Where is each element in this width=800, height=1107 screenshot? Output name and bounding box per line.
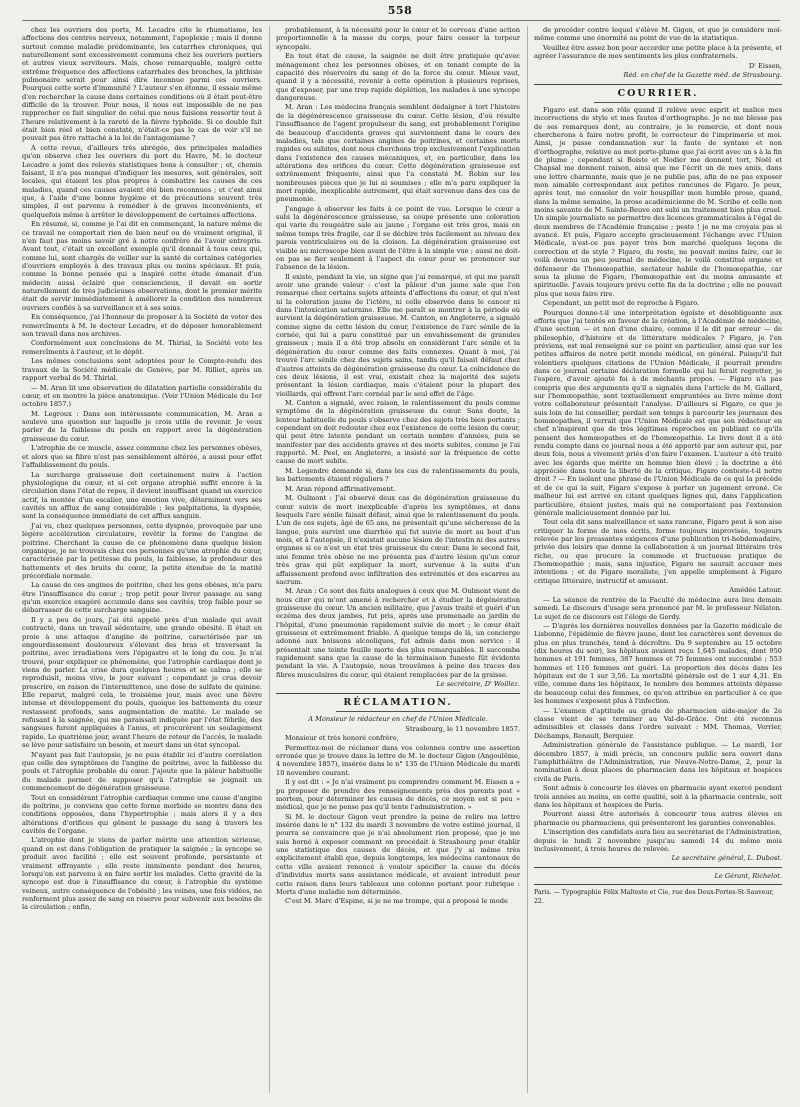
- paragraph: Si M. le docteur Gigon veut prendre la peine de relire ma lettre insérée dans le n° 132 du mardi 3 novembre de votre estimé journal, il pourra se convaincre que je n'ai absolument rien proposé, que je me suis borné à exposer comment on procédait à Strasbourg pour établir une statistique des causes de décès, et que j'y ai même très explicitement établi que, depuis longtemps, les médecins cantonaux de cette ville avaient renoncé à vouloir spécifier la cause du décès d'individus morts sans assistance médicale, et avaient introduit pour cette raison dans leurs tableaux une colonne portant pour rubrique : Morts d'une maladie non déterminée.: [276, 812, 520, 896]
- paragraph: Monsieur et très honoré confrère,: [285, 734, 399, 743]
- paragraph: A cette revue, d'ailleurs très abrégée, des principales maladies qu'on observe chez les ouvriers du port du Havre, M. le docteur Lecadre a joint des relevés statistiques bons à consulter ; et, chemin faisant, il n'a pas manqué d'indiquer les mesures, soit générales, soit locales, qui étaient les plus propres à combattre les causes de ces maladies, quand ces causes avaient été bien reconnues ; et c'est ainsi que, à l'aide d'une bonne hygiène et de précautions souvent très simples, il est parvenu à remédier à de graves inconvénients, et quelquefois même à arrêter le développement de certaines affections.: [22, 144, 262, 219]
- paragraph: La cause de ces angines de poitrine, chez les gens obèses, m'a paru être l'insuffisance du cœur ; trop petit pour livrer passage au sang qu'un exercice exagéré accumule dans ses cavités, trop faible pour se débarrasser de cette surcharge sanguine.: [22, 581, 262, 615]
- page-number: 558: [387, 4, 413, 17]
- paragraph: C'est M. Marc d'Espine, si je ne me trompe, qui a proposé le mode: [285, 897, 508, 906]
- paragraph: L'inscription des candidats aura lieu au secrétariat de l'Administration, depuis le lundi 2 novembre jusqu'au samedi 14 du même mois inclusivement, à trois heures de relevée.: [534, 828, 782, 853]
- column-rule-2: [527, 26, 528, 1093]
- manager-signature: Le Gérant, Richelot.: [714, 871, 782, 880]
- paragraph: J'engage à observer les faits à ce point de vue. Lorsque le cœur a subi la dégénérescence graisseuse, sa coupe présente une coloration qui varie du rougeâtre sale au jaune ; l'organe est très gros, mais en même temps très fragile, car il se déchire très facilement au niveau des parois ventriculaires ou de la cloison. La dégénération graisseuse est visible au microscope bien avant de l'être à la simple vue ; aussi ne doit-on pas se fier seulement à l'aspect du cœur pour se prononcer sur l'absence de la lésion.: [276, 204, 520, 272]
- paragraph: Tout cela dit sans malveillance et sans rancune, Figaro peut à son aise critiquer la forme de mes écrits, forme toujours improvisée, toujours relevée par les pressantes exigences d'une publication tri-hebdomadaire, privée des loisirs que donne la collaboration à un journal littéraire très riche, ou que procure la commode et fructueuse pratique de l'homœopathie ; mais, sans injustice, Figaro ne saurait accuser mes intentions ; et de Figaro moraliste, j'en appelle simplement à Figaro critique littéraire, instructif et amusant.: [534, 518, 782, 585]
- paragraph: M. Aran : Ce sont des faits analogues à ceux que M. Oulmont vient de nous citer qui m'ont amené à rechercher et à étudier la dégénération graisseuse du cœur. Un ancien militaire, que j'avais traité et guéri d'un eczéma des deux jambes, fut pris, après une promenade au jardin de l'hôpital, d'une pneumonie rapidement suivie de mort ; le cœur était graisseux et extrêmement friable. A quelque temps de là, un concierge adonné aux boissons alcooliques, fut admis dans mon service : il présentait une teinte feuille morte des plus remarquables. Il succomba rapidement sans que la cause de la terminaison funeste fût évidente pendant la vie. A l'autopsie, nous trouvâmes à peine des traces des fibres musculaires du cœur, qui étaient remplacées par de la graisse.: [276, 587, 520, 679]
- footer-divider: [534, 867, 782, 868]
- paragraph: M. Legroux : Dans son intéressante communication, M. Aran a soulevé une question sur laquelle je crois utile de revenir. Je veux parler de la faiblesse du pouls en rapport avec la dégénération graisseuse du cœur.: [22, 409, 262, 443]
- paragraph: Figaro est dans son rôle quand il relève avec esprit et malice mes incorrections de style et mes fautes d'orthographe. Je ne me blesse pas de ses remarques dont, au contraire, je le remercie, et dont nous chercherons à faire notre profit, le correcteur de l'imprimerie et moi. Ainsi, je passe condamnation sur la faute de syntaxe et non d'orthographe, relative au mot porte-plume que j'ai écrit avec un s à la fin de plume ; cependant si Boiste et Nodier me donnent tort, Noël et Chapsal me donnent raison, ainsi que me l'écrit un de mes amis, dans une lettre charmante, mais que je ne publie pas, afin de ne pas exposer mon aimable correspondant aux petites rancunes de Figaro. Je peux, après tout, me consoler de voir houspiller mon humble prose, quand, dans la même semaine, la prose académicienne de M. Scribe et celle non moins savante de M. Sainte-Beuve ont subi un traitement bien plus cruel. Un simple journaliste se permettre des licences grammaticales à l'égal de deux membres de l'Académie française ; peste ! je ne me croyais pas si avancé. Et puis, Figaro accepte gracieusement l'échange avec l'Union Médicale, n'est-ce pas payer très bon marché quelques leçons de correction et de style ? Figaro, du reste, ne pouvait moins faire, car le voilà devenu un peu journal de médecine, le voilà constitué organe et défenseur de l'homœopathie, sectateur habile de l'homœopathie, car sous la plume de Figaro, l'homœopathie est du moins amusante et spirituelle. J'avais toujours prévu cette fin de la doctrine ; elle ne pouvait plus que nous faire rire.: [534, 105, 782, 298]
- paragraph: En résumé, si, comme je l'ai dit en commençant, la nature même de ce travail ne comportait rien de bien neuf ou de vraiment original, il n'en faut pas moins savoir gré à notre confrère de l'avoir entrepris. Avant tout, c'était un excellent exemple qu'il donnait à tous ceux qui, comme lui, sont chargés de veiller sur la santé de certaines catégories d'ouvriers employés à des travaux plus ou moins spéciaux. Et puis, comme la bonne pensée qui a inspiré cette étude émanait d'un médecin aussi éclairé que consciencieux, il devait en sortir naturellement de très judicieuses observations, dont le premier mérite était de servir immédiatement à améliorer la condition des nombreux ouvriers confiés à sa surveillance et à ses soins.: [22, 220, 262, 312]
- paragraph: — L'examen d'aptitude au grade de pharmacien aide-major de 2e classe vient de se terminer au Val-de-Grâce. Ont été reconnus admissibles et classés dans l'ordre suivant : MM. Thomas, Verrier, Déchamps, Renault, Berquier.: [534, 706, 782, 740]
- general-secretary-signature: Le secrétaire général, L. Dubost.: [671, 854, 782, 863]
- paragraph: M. Legendre demande si, dans les cas de ralentissements du pouls, les battements étaient réguliers ?: [276, 467, 520, 484]
- section-title-courrier: COURRIER.: [617, 87, 699, 99]
- paragraph: Il y est dit : « Je n'ai vraiment pu comprendre comment M. Eissen a » pu proposer de prendre des renseignements près des parents post » mortem, pour déterminer les causes de décès, ce moyen est si peu » médical, que je ne pense pas qu'il tente l'administration. »: [276, 778, 520, 812]
- paragraph: La surcharge graisseuse doit certainement nuire à l'action physiologique du cœur, et si cet organe atrophié suffit encore à la circulation dans l'état de repos, il devient insuffisant quand un exercice actif, la montée d'un escalier, une émotion vive, déterminent vers ses cavités un afflux de sang considérable ; les palpitations, la dyspnée, sont la conséquence immédiate de cet afflux sanguin.: [22, 470, 262, 521]
- paragraph: Pourront aussi être autorisés à concourir tous autres élèves en pharmacie ou pharmaciens, qui présenteront les garanties convenables.: [534, 810, 782, 827]
- column-3: [534, 26, 782, 1093]
- paragraph: de procéder contre lequel s'élève M. Gigon, et que je considère moi-même comme une énormité au point de vue de la statistique.: [534, 26, 782, 43]
- paragraph: Les mêmes conclusions sont adoptées pour le Compte-rendu des travaux de la Société médicale de Genève, par M. Rilliet, après un rapport verbal de M. Thirial.: [22, 357, 262, 383]
- column-rule-1: [269, 26, 270, 1093]
- section-title-reclamation: RÉCLAMATION.: [343, 696, 453, 708]
- paragraph: — M. Aran lit une observation de dilatation partielle considérable du cœur, et en montre la pièce anatomique. (Voir l'Union Médicale du 1er octobre 1857.): [22, 383, 262, 409]
- paragraph: M. Aran : Les médecins français semblent dédaigner à tort l'histoire de la dégénérescence graisseuse du cœur. Cette lésion, d'où résulte l'insuffisance de l'agent propulseur du sang, est probablement l'origine de beaucoup d'accidents graves qui surviennent dans le cours des maladies, tels que certaines angines de poitrines, et certaines morts rapides ou subites, dont nous cherchons trop exclusivement l'explication dans l'existence des causes mécaniques, et, en particulier, dans les altérations des orifices du cœur. Cette dégénération graisseuse est extrêmement fréquente, ainsi que l'a constaté M. Robin sur les nombreuses pièces que je lui ai soumises ; elle m'a paru expliquer la mort rapide, inexplicable autrement, qui était survenue dans des cas de pneumonie.: [276, 103, 520, 204]
- column-1: [22, 26, 262, 1093]
- footer-divider: [534, 884, 782, 885]
- paragraph: Pourquoi donne-t-il une interprétation égoïste et désobligeante aux efforts que j'ai tentés en faveur de la création, à l'Académie de médecine, d'une section — et non d'une chaire, comme il le dit par erreur — de philosophie, d'histoire et de littérature médicales ? Figaro, je l'en préviens, est mal renseigné sur ce point en particulier, ainsi que sur les petites affaires de notre petit monde médical, en général. Puisqu'il fait volontiers quelques citations de l'Union Médicale, il pourrait prendre dans ce journal certaine déclaration formelle qui lui ferait regretter, je l'espère, d'avoir ajouté foi à de méchants propos. — Figaro n'a pas compris que des arguments qu'il a signalés dans l'article de M. Gallard, sur l'homœopathie, sont textuellement empruntées au livre même dont votre collaborateur présentait l'analyse. D'ailleurs si Figaro, ce que je suis loin de lui conseiller, perdait son temps à parcourir les journaux des homœopathes, il verrait que l'Union Médicale est que son rédacteur en chef n'inspirent que de très légitimes reproches en publiant ce qu'ils pensent des homœopathes et de l'homœopathie. Le livre dont il a été rendu compte dans ce journal nous a été apporté par son auteur qui, par deux fois, nous a vivement priés d'en faire l'examen. L'auteur a été traité avec les égards que mérite un homme bien élevé ; la doctrine a été appréciée dans toute la liberté de la critique. Figaro conteste-t-il notre droit ? — En isolant une phrase de l'Union Médicale de ce qui la précède et de ce qui la suit, Figaro s'expose à porter un jugement erroné. Ce malheur lui est arrivé en citant quelques lignes qui, dans l'application particulière, étaient justes, mais qui ne comportaient pas l'extension générale malicieusement donnée par lui.: [534, 308, 782, 517]
- printer-imprint: Paris. — Typographie Félix Malteste et Cie, rue des Deux-Portes-St-Sauveur, 22.: [534, 889, 774, 905]
- paragraph: J'ai vu, chez quelques personnes, cette dyspnée, provoquée par une légère accélération circulatoire, revêtir la forme de l'angine de poitrine. Cherchant la cause de ce phénomène dans quelque lésion organique, je ne trouvais chez ces personnes qu'une atrophie du cœur, caractérisée par la petitesse du pouls, la faiblesse, la profondeur des battements et des bruits du cœur, la petite étendue de la matité précordiale normale.: [22, 521, 262, 580]
- title-underline: [594, 102, 722, 103]
- paragraph: Veuillez être assez bon pour accorder une petite place à la présente, et agréer l'assurance de mes sentiments les plus confraternels.: [534, 43, 782, 61]
- paragraph: L'atrophie de ce muscle, assez commune chez les personnes obèses, et alors que sa fibre n'est pas sensiblement altérée, a aussi pour effet l'affaiblissement du pouls.: [22, 444, 262, 470]
- section-divider: [534, 84, 782, 85]
- title-underline: [336, 711, 460, 712]
- paragraph: Il y a peu de jours, j'ai été appelé près d'un malade qui avait contracté, dans un travail sédentaire, une grande obésité. Il était en proie à une attaque d'angine de poitrine, caractérisée par un engourdissement douloureux s'élevant des bras et traversant la poitrine, avec irradiations vers l'épigastre et le long du cou. Je n'ai trouvé, pour expliquer ce phénomène, que l'atrophie cardiaque dont je viens de parler. La crise dura quelques heures et se calma ; elle se reproduisit, moins vive, le jour suivant ; cependant je crus devoir prescrire, en raison de l'intermittence, une dose de sulfate de quinine. Elle reparut, malgré cela, le troisième jour, mais avec une fièvre intense et développement du pouls, quoique les battements du cœur restassent profonds, sans augmentation de matité. Le malade se refusant à la saignée, qui me paraissait indiquée par l'état fébrile, des sangsues furent appliquées à l'anus, et procurèrent un soulagement rapide. Le quatrième jour, avant l'heure de retour de l'accès, le malade se lève pour satisfaire un besoin, et meurt dans un état syncopal.: [22, 615, 262, 750]
- paragraph: M. Canton a signalé, avec raison, le ralentissement du pouls comme symptôme de la dégénération graisseuse du cœur. Sans doute, la lenteur habituelle du pouls s'observe chez des sujets très bien portants ; cependant on doit redouter chez eux l'existence de cette lésion du cœur, qui peut être latente pendant un certain nombre d'années, puis se manifester par des accidents graves et des morts subites, comme je l'ai rapporté. M. Peel, en Angleterre, a insisté sur la fréquence de cette cause de mort subite.: [276, 399, 520, 466]
- paragraph: Permettez-moi de réclamer dans vos colonnes contre une assertion erronée que je trouve dans la lettre de M. le docteur Gigon (Angoulême, 4 novembre 1857), insérée dans le n° 135 de l'Union Médicale du mardi 10 novembre courant.: [276, 743, 520, 777]
- paragraph: Tout en considérant l'atrophie cardiaque comme une cause d'angine de poitrine, je conviens que cette forme morbide se montre dans des conditions opposées, dans l'hypertrophie ; mais alors il y a des altérations d'orifices qui gênent le passage du sang à travers les cavités de l'organe.: [22, 793, 262, 835]
- paragraph: probablement, à la nécessité pour le cœur et le cerveau d'une action proportionnelle à la masse du corps, pour faire cesser la torpeur syncopale.: [276, 26, 520, 51]
- paragraph: Il existe, pendant la vie, un signe que j'ai remarqué, et qui me paraît avoir une grande valeur : c'est la pâleur d'un jaune sale que l'on remarque chez certains sujets atteints d'affections du cœur, et qui n'est ni la coloration jaune de l'ictère, ni celle observée dans le cancer ni dans l'intoxication saturnine. Elle me paraît se montrer à la période où survient la dégénération graisseuse. M. Canton, en Angleterre, a signalé comme signe de cette lésion du cœur, l'existence de l'arc sénile de la cornée, qui lui a paru constitué par un envahissement de granules graisseux ; mais il a été trop absolu en considérant l'arc sénile et la dégénération du cœur comme des faits connexes. Quant à moi, j'ai trouvé l'arc sénile chez des sujets sains, tandis qu'il faisait défaut chez d'autres atteints de dégénération graisseuse du cœur. La coïncidence de ces deux lésions, il est vrai, existait chez la majorité des sujets présentant la lésion cardiaque, mais c'étaient pour la plupart des vieillards, qui offrent l'arc cornéal par le seul effet de l'âge.: [276, 272, 520, 398]
- paragraph: En tout état de cause, la saignée ne doit être pratiquée qu'avec ménagement chez les personnes obèses, et en tenant compte de la capacité des réservoirs du sang et de la force du cœur. Mieux vaut, quand il y a nécessité, revenir à cette opération à plusieurs reprises, que d'exposer, par une trop rapide déplétion, les malades à une syncope dangereuse.: [276, 52, 520, 102]
- paragraph: En conséquence, j'ai l'honneur de proposer à la Société de voter des remercîments à M. le docteur Lecadre, et de déposer honorablement son travail dans nos archives.: [22, 313, 262, 338]
- letter-signature-role: Réd. en chef de la Gazette méd. de Strasbourg.: [623, 71, 782, 80]
- paragraph: chez les ouvriers des ports, M. Lecadre cite le rhumatisme, les affections des centres nerveux, notamment, l'apoplexie ; mais il donne surtout comme maladie prédominante, les catarrhes chroniques, qui naturellement sont excessivement communs chez les ouvriers portiers et autres vieux serviteurs. Mais, chose remarquable, malgré cette extrême fréquence des affections catarrhales des bronches, la phthisie pulmonaire serait pour ainsi dire inconnue parmi ces ouvriers. Pourquoi cette sorte d'immunité ? L'auteur s'en étonne, il essaie même d'en rechercher la cause dans certaines conditions où il était peut-être difficile de la trouver. Pour nous, il nous est impossible de ne pas rapprocher ce fait singulier de celui que nous faisions ressortir tout à l'heure relativement à la rareté de la fièvre typhoïde. Si ce double fait était bien réel et bien constaté, n'était-ce pas le cas de voir s'il ne pouvait pas être rattaché à la loi de l'antagonisme ?: [22, 26, 262, 143]
- header-rule: [22, 20, 780, 21]
- section-divider: [276, 693, 520, 694]
- paragraph: M. Oulmont : J'ai observé deux cas de dégénération graisseuse du cœur suivis de mort inexplicable d'après les symptômes, et dans lesquels l'arc sénile faisait défaut, ainsi que le ralentissement du pouls. L'un de ces sujets, âgé de 65 ans, ne présentait qu'une sécheresse de la langue, puis survint une diarrhée qui fut suivie de mort au bout d'un mois, et à l'autopsie, il n'existait aucune lésion de l'intestin ni des autres organes si ce n'est un état très graisseux du cœur. Dans le second fait, une femme très obèse ne me présenta pas d'autre lésion qu'un cœur très gras qui pût expliquer la mort, survenue à la suite d'un affaissement profond avec infiltration des extrémités et des escarres au sacrum.: [276, 494, 520, 586]
- letter-addressee: A Monsieur le rédacteur en chef de l'Union Médicale.: [308, 715, 488, 724]
- paragraph: N'ayant pas fait l'autopsie, je ne puis établir ici d'autre corrélation que celle des symptômes de l'angine de poitrine, avec la faiblesse du pouls et l'atrophie probable du cœur. J'ajoute que la pâleur habituelle du malade permet de supposer qu'à l'atrophie se joignait un commencement de dégénération graisseuse.: [22, 750, 262, 793]
- paragraph: L'atrophie dont je viens de parler mérite une attention sérieuse, quand on est dans l'obligation de pratiquer la saignée ; la syncope se produit avec facilité ; elle est souvent profonde, persistante et vraiment effrayante ; elle reste imminente pendant des heures, lorsqu'on est parvenu à en faire sortir les malades. Cette gravité de la syncope est due à l'insuffisance du cœur, à l'atrophie du système veineux, autre conséquence de l'obésité ; les veines, une fois vidées, ne renferment plus assez de sang en réserve pour subvenir aux besoins de la circulation ; enfin,: [22, 836, 262, 912]
- paragraph: — D'après les dernières nouvelles données par la Gazette médicale de Lisbonne, l'épidémie de fièvre jaune, dont les caractères sont devenus de plus en plus tranchés, tend à décroître. Du 9 septembre au 15 octobre (dix heures du soir), les hôpitaux avaient reçu 1,645 malades, dont 950 hommes et 191 femmes, 387 hommes et 75 femmes ont succombé ; 553 hommes et 116 femmes ont guéri. La proportion des décès dans les hôpitaux est de 1 sur 3,56. La mortalité générale est de 1 sur 4,31. En ville, comme dans les hôpitaux, le nombre des hommes atteints dépasse de beaucoup celui des femmes, ce qu'on attribue en particulier à ce que les hommes s'exposent plus à l'infection.: [534, 622, 782, 706]
- letter-signature-name: D' Eissen,: [748, 61, 782, 70]
- paragraph: Conformément aux conclusions de M. Thirial, la Société vote les remercîments à l'auteur, et le dépôt.: [22, 339, 262, 356]
- secretary-signature: Le secrétaire, D' Woillez.: [436, 680, 520, 689]
- paragraph: M. Aran répond affirmativement.: [285, 484, 396, 493]
- paragraph: Administration générale de l'assistance publique. — Le mardi, 1er décembre 1857, à midi précis, un concours public sera ouvert dans l'amphithéâtre de l'Administration, rue Neuve-Notre-Dame, 2, pour la nomination à deux places de pharmacien dans les hôpitaux et hospices civils de Paris.: [534, 741, 782, 783]
- paragraph: Cependant, un petit mot de reproche à Figaro.: [543, 299, 700, 308]
- column-2: [276, 26, 520, 1093]
- letter-place-date: Strasbourg, le 11 novembre 1857.: [405, 724, 520, 733]
- paragraph: — La séance de rentrée de la Faculté de médecine aura lieu demain samedi. Le discours d'usage sera prononcé par M. le professeur Nélaton. Le sujet de ce discours est l'éloge de Gerdy.: [534, 595, 782, 621]
- author-signature: Amédée Latour.: [729, 586, 782, 595]
- paragraph: Sont admis à concourir les élèves en pharmacie ayant exercé pendant trois années au moins, en cette qualité, soit à la pharmacie centrale, soit dans les hôpitaux et hospices de Paris.: [534, 784, 782, 809]
